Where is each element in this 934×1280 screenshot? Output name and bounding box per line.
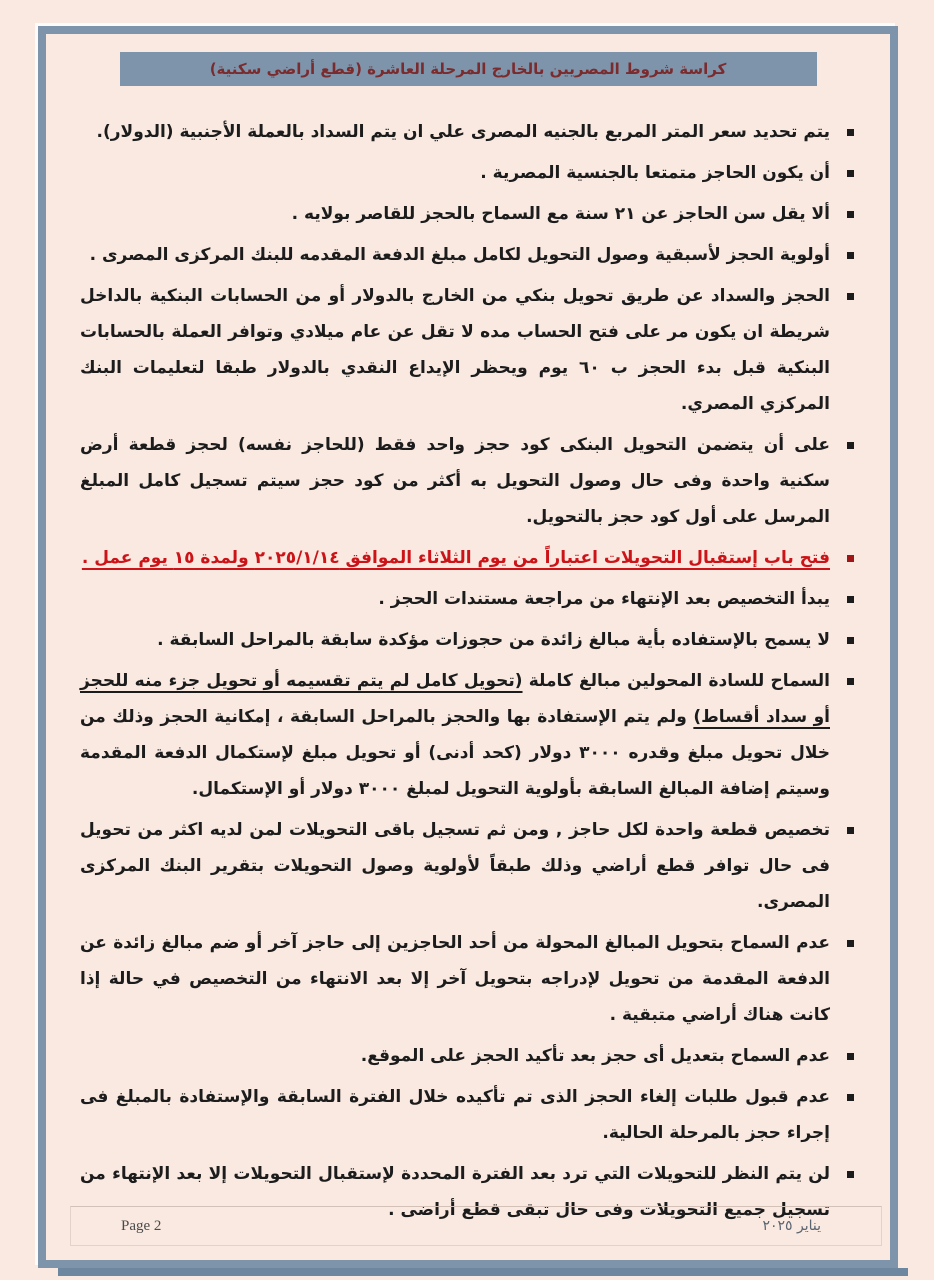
list-item-text: لن يتم النظر للتحويلات التي ترد بعد الفترة المحددة لإستقبال التحويلات إلا بعد الإنتهاء من تسجيل جميع التحويلات وفى حال تبقى قطع أراضى . [80, 1164, 830, 1220]
list-item-text: أولوية الحجز لأسبقية وصول التحويل لكامل مبلغ الدفعة المقدمه للبنك المركزى المصرى . [89, 245, 830, 265]
list-item-text: عدم قبول طلبات إلغاء الحجز الذى تم تأكيده خلال الفترة السابقة والإستفادة بالمبلغ فى إجراء حجز بالمرحلة الحالية. [80, 1087, 830, 1143]
list-item-text: يبدأ التخصيص بعد الإنتهاء من مراجعة مستندات الحجز . [378, 589, 830, 609]
square-bullet-icon [847, 827, 854, 834]
list-item-text: عدم السماح بتحويل المبالغ المحولة من أحد الحاجزين إلى حاجز آخر أو ضم مبالغ زائدة عن الدفعة المقدمة من تحويل لإدراجه بتحويل آخر إلا بعد الانتهاء من التخصيص في حالة إذا كانت هناك أراضي متبقية . [80, 933, 830, 1025]
list-item-text: ألا يقل سن الحاجز عن ٢١ سنة مع السماح بالحجز للقاصر بولايه . [291, 204, 830, 224]
list-item-text: الحجز والسداد عن طريق تحويل بنكي من الخارج بالدولار أو من الحسابات البنكية بالداخل شريطة ان يكون مر على فتح الحساب مده لا تقل عن عام ميلادي وتوافر العملة بالحسابات البنكية قبل بدء الحجز ب ٦٠ يوم ويحظر الإيداع النقدي بالدولار طبقا لتعليمات البنك المركزي المصري. [80, 286, 830, 414]
list-item [80, 540, 854, 576]
list-item [80, 925, 854, 1033]
list-item [80, 1079, 854, 1151]
list-item [80, 155, 854, 191]
square-bullet-icon [847, 170, 854, 177]
list-item-text: لا يسمح بالإستفاده بأية مبالغ زائدة من حجوزات مؤكدة سابقة بالمراحل السابقة . [157, 630, 830, 650]
list-item-text: أن يكون الحاجز متمتعا بالجنسية المصرية . [480, 163, 830, 183]
square-bullet-icon [847, 1171, 854, 1178]
footer-date-label: يناير ٢٠٢٥ [762, 1218, 821, 1234]
page-border-frame [38, 26, 898, 1268]
list-item [80, 622, 854, 658]
square-bullet-icon [847, 637, 854, 644]
square-bullet-icon [847, 678, 854, 685]
list-item [80, 812, 854, 920]
square-bullet-icon [847, 1053, 854, 1060]
square-bullet-icon [847, 442, 854, 449]
document-title: كراسة شروط المصريين بالخارج المرحلة العاشرة (قطع أراضي سكنية) [209, 60, 727, 78]
square-bullet-icon [847, 596, 854, 603]
frame-drop-shadow [58, 1268, 908, 1276]
list-item [80, 278, 854, 422]
list-item [80, 237, 854, 273]
list-item-text: تخصيص قطعة واحدة لكل حاجز , ومن ثم تسجيل باقى التحويلات لمن لديه اكثر من تحويل فى حال توافر قطع أراضي وذلك طبقاً لأولوية وصول التحويلات بتقرير البنك المركزى المصرى. [80, 820, 830, 912]
square-bullet-icon [847, 252, 854, 259]
list-item-text: يتم تحديد سعر المتر المربع بالجنيه المصرى علي ان يتم السداد بالعملة الأجنبية (الدولار). [96, 122, 830, 142]
list-item [80, 663, 854, 807]
list-item-text: فتح باب إستقبال التحويلات اعتباراً من يوم الثلاثاء الموافق ٢٠٢٥/١/١٤ ولمدة ١٥ يوم عمل . [81, 548, 830, 568]
page-footer [70, 1206, 882, 1246]
document-title-banner [120, 52, 817, 86]
list-item [80, 196, 854, 232]
conditions-list [46, 114, 890, 1228]
square-bullet-icon [847, 1094, 854, 1101]
list-item [80, 427, 854, 535]
square-bullet-icon [847, 211, 854, 218]
list-item [80, 114, 854, 150]
list-item [80, 581, 854, 617]
square-bullet-icon [847, 293, 854, 300]
list-item-text: عدم السماح بتعديل أى حجز بعد تأكيد الحجز على الموقع. [360, 1046, 830, 1066]
square-bullet-icon [847, 555, 854, 562]
square-bullet-icon [847, 129, 854, 136]
square-bullet-icon [847, 940, 854, 947]
list-item-text: على أن يتضمن التحويل البنكى كود حجز واحد فقط (للحاجز نفسه) لحجز قطعة أرض سكنية واحدة وفى حال وصول التحويل به أكثر من كود حجز سيتم تسجيل كامل المبلغ المرسل على أول كود حجز بالتحويل. [80, 435, 830, 527]
list-item [80, 1038, 854, 1074]
list-item-text: السماح للسادة المحولين مبالغ كاملة (تحويل كامل لم يتم تقسيمه أو تحويل جزء منه للحجز أو سداد أقساط) ولم يتم الإستفادة بها والحجز بالمراحل السابقة ، إمكانية الحجز وذلك من خلال تحويل مبلغ وقدره ٣٠٠٠ دولار (كحد أدنى) أو تحويل مبلغ لإستكمال الدفعة المقدمة وسيتم إضافة المبالغ السابقة بأولوية التحويل لمبلغ ٣٠٠٠ دولار أو الإستكمال. [80, 671, 830, 799]
page-number-label: Page 2 [121, 1217, 162, 1234]
